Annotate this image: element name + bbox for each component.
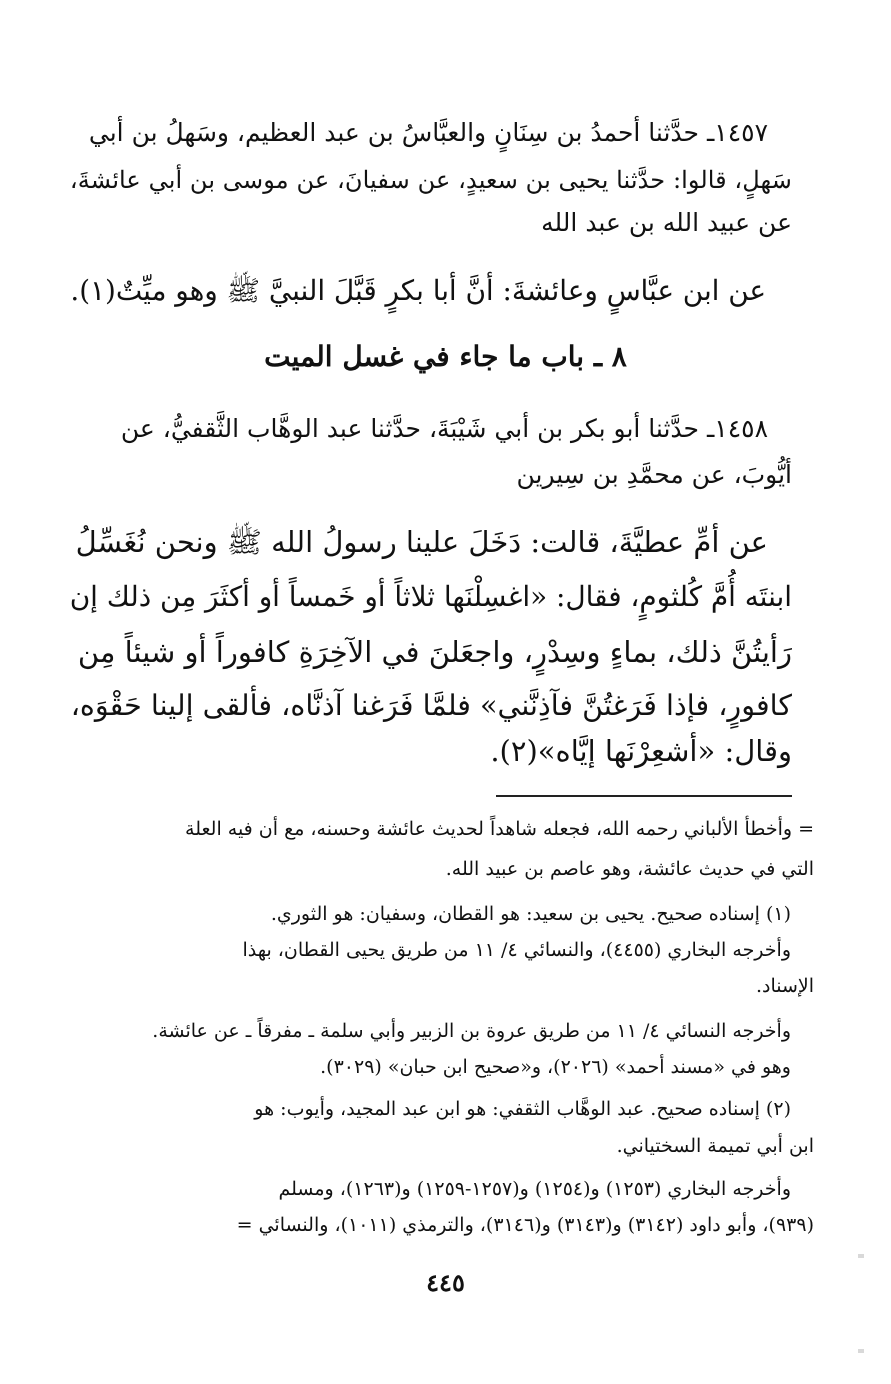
footnote-line: (٩٣٩)، وأبو داود (٣١٤٢) و(٣١٤٣) و(٣١٤٦)، والترمذي (١٠١١)، والنسائي = bbox=[236, 1214, 814, 1236]
hadith-1458-matn-line: كافورٍ، فإذا فَرَغتُنَّ فآذِنَّني» فلمَّا فَرَغنا آذنَّاه، فألقى إلينا حَقْوَه، bbox=[70, 688, 792, 722]
footnote-line: (١) إسناده صحيح. يحيى بن سعيد: هو القطان، وسفيان: هو الثوري. bbox=[270, 903, 791, 925]
scan-speck bbox=[858, 1254, 864, 1258]
scan-speck bbox=[858, 1349, 864, 1353]
hadith-1458-isnad-line: أيُّوبَ، عن محمَّدِ بن سِيرين bbox=[516, 460, 792, 489]
footnote-line: وأخرجه النسائي ٤/ ١١ من طريق عروة بن الزبير وأبي سلمة ـ مفرقاً ـ عن عائشة. bbox=[152, 1020, 791, 1042]
footnote-line: وأخرجه البخاري (١٢٥٣) و(١٢٥٤) و(١٢٥٧-١٢٥٩) و(١٢٦٣)، ومسلم bbox=[278, 1178, 791, 1200]
footnote-line: الإسناد. bbox=[755, 975, 814, 997]
footnote-line: (٢) إسناده صحيح. عبد الوهَّاب الثقفي: هو ابن عبد المجيد، وأيوب: هو bbox=[254, 1098, 791, 1120]
hadith-1457-isnad-line: عن عبيد الله بن عبد الله bbox=[541, 208, 792, 237]
footnote-line: وأخرجه البخاري (٤٤٥٥)، والنسائي ٤/ ١١ من طريق يحيى القطان، بهذا bbox=[242, 939, 791, 961]
footnote-line: التي في حديث عائشة، وهو عاصم بن عبيد الله. bbox=[445, 858, 814, 880]
footnote-separator bbox=[496, 795, 792, 797]
hadith-1457-isnad-line: ١٤٥٧ـ حدَّثنا أحمدُ بن سِنَانٍ والعبَّاسُ بن عبد العظيم، وسَهلُ بن أبي bbox=[88, 118, 768, 147]
page-number: ٤٤٥ bbox=[426, 1268, 465, 1297]
footnote-line: وهو في «مسند أحمد» (٢٠٢٦)، و«صحيح ابن حبان» (٣٠٢٩). bbox=[320, 1056, 791, 1078]
footnote-line: ابن أبي تميمة السختياني. bbox=[616, 1135, 814, 1157]
hadith-1458-matn-line: رَأيتُنَّ ذلك، بماءٍ وسِدْرٍ، واجعَلنَ في الآخِرَةِ كافوراً أو شيئاً مِن bbox=[77, 635, 792, 669]
hadith-1457-matn-line: عن ابن عبَّاسٍ وعائشةَ: أنَّ أبا بكرٍ قَبَّلَ النبيَّ ﷺ وهو ميِّتٌ(١). bbox=[70, 274, 766, 307]
hadith-1458-matn-line: وقال: «أشعِرْنَها إيَّاه»(٢). bbox=[490, 734, 792, 768]
footnote-line: = وأخطأ الألباني رحمه الله، فجعله شاهداً لحديث عائشة وحسنه، مع أن فيه العلة bbox=[185, 818, 814, 840]
hadith-1458-matn-line: ابنتَه أُمَّ كُلثومٍ، فقال: «اغسِلْنَها ثلاثاً أو خَمساً أو أكثَرَ مِن ذلك إن bbox=[69, 580, 792, 613]
chapter-heading: ٨ ـ باب ما جاء في غسل الميت bbox=[264, 340, 627, 373]
hadith-1458-isnad-line: ١٤٥٨ـ حدَّثنا أبو بكر بن أبي شَيْبَةَ، حدَّثنا عبد الوهَّاب الثَّقفيُّ، عن bbox=[120, 414, 768, 443]
hadith-1458-matn-line: عن أمِّ عطيَّةَ، قالت: دَخَلَ علينا رسولُ الله ﷺ ونحن نُغَسِّلُ bbox=[75, 525, 768, 559]
hadith-1457-isnad-line: سَهلٍ، قالوا: حدَّثنا يحيى بن سعيدٍ، عن سفيانَ، عن موسى بن أبي عائشةَ، bbox=[69, 166, 792, 194]
